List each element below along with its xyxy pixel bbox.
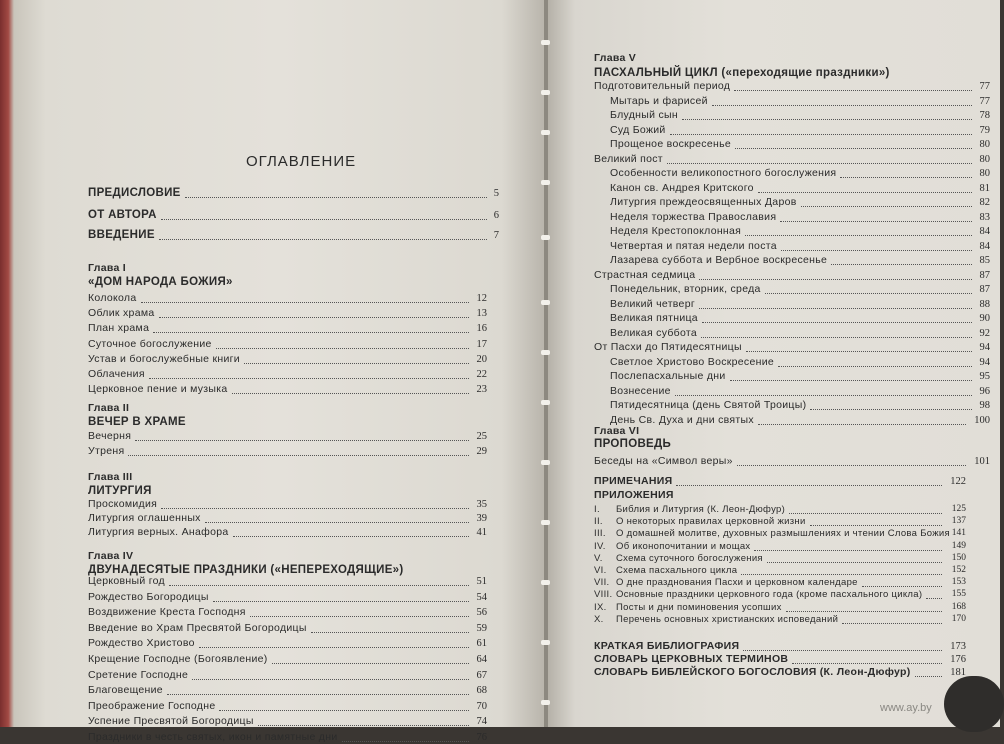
binding-stitch bbox=[541, 580, 550, 585]
dot-leader bbox=[786, 611, 942, 612]
appendix-number: I. bbox=[594, 504, 600, 515]
toc-entry-page-number: 67 bbox=[476, 669, 487, 681]
toc-entry-label: Проскомидия bbox=[88, 498, 158, 510]
dot-leader bbox=[141, 302, 469, 303]
binding-stitch bbox=[541, 640, 550, 645]
appendix-entry-label: Схема пасхального цикла bbox=[616, 565, 738, 576]
toc-entry-label: Особенности великопостного богослужения bbox=[610, 167, 837, 179]
binding-stitch bbox=[541, 40, 550, 45]
chapter-label: Глава II bbox=[88, 402, 130, 414]
toc-entry-page-number: 35 bbox=[476, 499, 487, 510]
appendix-number: II. bbox=[594, 516, 603, 528]
dot-leader bbox=[735, 148, 972, 149]
binding-stitch bbox=[541, 235, 550, 240]
dot-leader bbox=[159, 239, 487, 240]
dot-leader bbox=[149, 378, 469, 379]
dot-leader bbox=[216, 348, 469, 349]
toc-entry-label: Понедельник, вторник, среда bbox=[610, 283, 761, 295]
toc-entry-label: Неделя Крестопоклонная bbox=[610, 225, 742, 237]
appendix-entry-label: Схема суточного богослужения bbox=[616, 552, 763, 564]
toc-entry-page-number: 74 bbox=[476, 716, 487, 728]
front-matter-label: ПРЕДИСЛОВИЕ bbox=[88, 187, 181, 199]
back-matter-page-number: 181 bbox=[950, 667, 966, 678]
dot-leader bbox=[831, 264, 972, 265]
dot-leader bbox=[745, 235, 972, 236]
dot-leader bbox=[169, 585, 469, 586]
toc-entry-page-number: 82 bbox=[979, 197, 990, 208]
dot-leader bbox=[153, 332, 469, 333]
watermark-stamp bbox=[944, 676, 1004, 732]
toc-entry-label: Успение Пресвятой Богородицы bbox=[88, 715, 254, 728]
notes-page-number: 122 bbox=[950, 476, 966, 487]
book-cover-edge bbox=[0, 0, 14, 727]
dot-leader bbox=[842, 623, 942, 624]
toc-entry-label: Вечерня bbox=[88, 430, 132, 442]
dot-leader bbox=[670, 134, 972, 135]
dot-leader bbox=[233, 536, 469, 537]
toc-entry-label: Пятидесятница (день Святой Троицы) bbox=[610, 399, 807, 411]
binding-stitch bbox=[541, 400, 550, 405]
dot-leader bbox=[161, 508, 469, 509]
appendix-entry-page-number: 153 bbox=[951, 577, 966, 588]
toc-entry-page-number: 83 bbox=[979, 211, 990, 223]
binding-stitch bbox=[541, 300, 550, 305]
binding-stitch bbox=[541, 130, 550, 135]
toc-entry-label: Утреня bbox=[88, 445, 125, 457]
toc-entry-page-number: 101 bbox=[974, 456, 990, 467]
appendix-entry-page-number: 137 bbox=[951, 516, 966, 527]
toc-entry-page-number: 51 bbox=[476, 576, 487, 587]
back-matter-label: СЛОВАРЬ ЦЕРКОВНЫХ ТЕРМИНОВ bbox=[594, 653, 789, 665]
dot-leader bbox=[780, 221, 972, 222]
toc-entry-label: План храма bbox=[88, 322, 150, 335]
toc-entry-page-number: 41 bbox=[476, 527, 487, 539]
chapter-label: Глава III bbox=[88, 471, 133, 483]
toc-entry-label: Суд Божий bbox=[610, 123, 666, 136]
chapter-label: Глава IV bbox=[88, 550, 134, 562]
toc-entry-page-number: 20 bbox=[476, 353, 487, 365]
watermark-text: www.ay.by bbox=[880, 702, 932, 714]
toc-entry-page-number: 54 bbox=[476, 591, 487, 603]
left-page bbox=[14, 0, 544, 743]
dot-leader bbox=[789, 513, 942, 514]
toc-entry-label: Беседы на «Символ веры» bbox=[594, 455, 733, 467]
toc-entry-label: Рождество Христово bbox=[88, 637, 195, 650]
toc-entry-label: Четвертая и пятая недели поста bbox=[610, 239, 777, 252]
dot-leader bbox=[810, 409, 972, 410]
toc-entry-label: Воздвижение Креста Господня bbox=[88, 606, 246, 619]
toc-entry-label: Литургия оглашенных bbox=[88, 512, 201, 525]
dot-leader bbox=[159, 317, 469, 318]
appendix-entry-page-number: 168 bbox=[951, 601, 966, 612]
toc-entry-page-number: 56 bbox=[476, 607, 487, 619]
dot-leader bbox=[199, 647, 469, 648]
dot-leader bbox=[801, 206, 972, 207]
dot-leader bbox=[676, 485, 942, 486]
right-page bbox=[548, 0, 1000, 727]
toc-entry-label: Послепасхальные дни bbox=[610, 370, 726, 382]
appendix-entry-page-number: 155 bbox=[951, 589, 966, 600]
appendix-number: IX. bbox=[594, 601, 607, 613]
appendix-entry-page-number: 170 bbox=[951, 613, 966, 624]
toc-entry-label: Введение во Храм Пресвятой Богородицы bbox=[88, 621, 307, 634]
appendix-title: ПРИЛОЖЕНИЯ bbox=[594, 489, 674, 501]
toc-entry-label: Лазарева суббота и Вербное воскресенье bbox=[610, 254, 828, 266]
dot-leader bbox=[682, 119, 972, 120]
dot-leader bbox=[758, 424, 966, 425]
chapter-title: ЛИТУРГИЯ bbox=[88, 485, 152, 497]
toc-entry-page-number: 13 bbox=[476, 308, 487, 320]
dot-leader bbox=[702, 322, 972, 323]
binding-stitch bbox=[541, 90, 550, 95]
dot-leader bbox=[754, 550, 942, 551]
appendix-number: IV. bbox=[594, 540, 606, 552]
toc-entry-page-number: 68 bbox=[476, 685, 487, 697]
dot-leader bbox=[734, 90, 972, 91]
dot-leader bbox=[161, 219, 487, 220]
appendix-entry-page-number: 141 bbox=[951, 528, 966, 539]
toc-entry-page-number: 92 bbox=[979, 327, 990, 339]
appendix-entry-label: Основные праздники церковного года (кроме пасхального цикла) bbox=[616, 589, 923, 601]
front-matter-label: ОТ АВТОРА bbox=[88, 209, 157, 221]
appendix-number: VII. bbox=[594, 577, 610, 589]
toc-entry-label: От Пасхи до Пятидесятницы bbox=[594, 341, 742, 353]
toc-entry-label: Суточное богослужение bbox=[88, 337, 212, 350]
toc-entry-page-number: 95 bbox=[979, 371, 990, 382]
dot-leader bbox=[862, 586, 942, 587]
toc-entry-label: Великий четверг bbox=[610, 297, 695, 310]
toc-entry-label: Благовещение bbox=[88, 684, 163, 697]
toc-entry-label: Облик храма bbox=[88, 307, 155, 320]
dot-leader bbox=[699, 308, 972, 309]
toc-entry-page-number: 25 bbox=[476, 431, 487, 442]
appendix-entry-label: Библия и Литургия (К. Леон-Дюфур) bbox=[616, 504, 786, 515]
toc-entry-label: Литургия преждеосвященных Даров bbox=[610, 196, 797, 208]
chapter-title: ПРОПОВЕДЬ bbox=[594, 438, 672, 450]
appendix-entry-page-number: 150 bbox=[951, 552, 966, 563]
chapter-title: ПАСХАЛЬНЫЙ ЦИКЛ («переходящие праздники») bbox=[594, 67, 890, 79]
dot-leader bbox=[810, 525, 942, 526]
toc-entry-page-number: 84 bbox=[979, 226, 990, 237]
toc-entry-label: Страстная седмица bbox=[594, 268, 696, 281]
back-matter-label: КРАТКАЯ БИБЛИОГРАФИЯ bbox=[594, 640, 740, 652]
front-matter-page-number: 5 bbox=[493, 188, 499, 199]
toc-entry-label: Рождество Богородицы bbox=[88, 590, 209, 603]
appendix-entry-page-number: 152 bbox=[951, 565, 966, 575]
appendix-entry-label: О некоторых правилах церковной жизни bbox=[616, 516, 806, 528]
toc-entry-page-number: 12 bbox=[476, 293, 487, 304]
toc-entry-page-number: 87 bbox=[979, 284, 990, 295]
toc-entry-page-number: 79 bbox=[979, 124, 990, 136]
appendix-entry-label: Посты и дни поминовения усопших bbox=[616, 601, 782, 613]
dot-leader bbox=[244, 363, 469, 364]
dot-leader bbox=[767, 562, 942, 563]
toc-entry-label: Крещение Господне (Богоявление) bbox=[88, 653, 268, 665]
appendix-number: III. bbox=[594, 528, 606, 540]
front-matter-label: ВВЕДЕНИЕ bbox=[88, 229, 155, 241]
dot-leader bbox=[667, 163, 972, 164]
toc-entry-label: Великая суббота bbox=[610, 326, 698, 339]
toc-entry-page-number: 59 bbox=[476, 622, 487, 634]
toc-entry-page-number: 29 bbox=[476, 446, 487, 457]
toc-entry-page-number: 98 bbox=[979, 400, 990, 411]
toc-entry-page-number: 17 bbox=[476, 338, 487, 350]
back-matter-page-number: 173 bbox=[950, 641, 966, 652]
dot-leader bbox=[765, 293, 972, 294]
toc-entry-label: Преображение Господне bbox=[88, 699, 216, 712]
dot-leader bbox=[840, 177, 972, 178]
toc-entry-label: Прощеное воскресенье bbox=[610, 138, 732, 150]
toc-entry-label: Подготовительный период bbox=[594, 80, 731, 92]
dot-leader bbox=[712, 105, 972, 106]
contents-title: ОГЛАВЛЕНИЕ bbox=[246, 153, 357, 170]
dot-leader bbox=[743, 650, 942, 651]
toc-entry-page-number: 80 bbox=[979, 168, 990, 179]
back-matter-page-number: 176 bbox=[950, 654, 966, 665]
binding-stitch bbox=[541, 350, 550, 355]
toc-entry-label: Сретение Господне bbox=[88, 668, 189, 681]
appendix-entry-label: Об иконопочитании и мощах bbox=[616, 540, 751, 552]
toc-entry-page-number: 76 bbox=[476, 732, 487, 743]
toc-entry-page-number: 77 bbox=[979, 95, 990, 107]
dot-leader bbox=[699, 279, 972, 280]
toc-entry-page-number: 70 bbox=[476, 700, 487, 712]
dot-leader bbox=[915, 676, 942, 677]
dot-leader bbox=[167, 694, 469, 695]
dot-leader bbox=[232, 393, 469, 394]
toc-entry-page-number: 61 bbox=[476, 638, 487, 650]
back-matter-label: СЛОВАРЬ БИБЛЕЙСКОГО БОГОСЛОВИЯ (К. Леон-Дюфур) bbox=[594, 666, 911, 678]
toc-entry-page-number: 87 bbox=[979, 269, 990, 281]
appendix-number: VIII. bbox=[594, 589, 613, 601]
binding-stitch bbox=[541, 700, 550, 705]
dot-leader bbox=[219, 710, 469, 711]
dot-leader bbox=[792, 663, 942, 664]
binding-stitch bbox=[541, 520, 550, 525]
toc-entry-page-number: 85 bbox=[979, 255, 990, 266]
dot-leader bbox=[701, 337, 972, 338]
toc-entry-label: Церковное пение и музыка bbox=[88, 383, 228, 396]
dot-leader bbox=[185, 197, 487, 198]
dot-leader bbox=[781, 250, 972, 251]
appendix-number: V. bbox=[594, 552, 603, 564]
dot-leader bbox=[737, 465, 966, 466]
toc-entry-label: Облачения bbox=[88, 368, 145, 380]
dot-leader bbox=[128, 455, 469, 456]
toc-entry-page-number: 78 bbox=[979, 110, 990, 121]
toc-entry-label: Праздники в честь святых, икон и памятные дни bbox=[88, 731, 338, 743]
dot-leader bbox=[730, 380, 972, 381]
chapter-label: Глава VI bbox=[594, 425, 640, 437]
dot-leader bbox=[778, 366, 972, 367]
chapter-label: Глава V bbox=[594, 52, 637, 64]
dot-leader bbox=[926, 598, 942, 599]
chapter-title: «ДОМ НАРОДА БОЖИЯ» bbox=[88, 276, 233, 288]
toc-entry-label: Великая пятница bbox=[610, 312, 698, 324]
toc-entry-label: Великий пост bbox=[594, 152, 663, 165]
toc-entry-page-number: 80 bbox=[979, 139, 990, 150]
chapter-title: ДВУНАДЕСЯТЫЕ ПРАЗДНИКИ («НЕПЕРЕХОДЯЩИЕ») bbox=[88, 564, 404, 576]
toc-entry-page-number: 94 bbox=[979, 342, 990, 353]
toc-entry-label: Блудный сын bbox=[610, 109, 678, 121]
toc-entry-page-number: 16 bbox=[476, 323, 487, 335]
toc-entry-page-number: 22 bbox=[476, 369, 487, 380]
dot-leader bbox=[192, 679, 469, 680]
notes-label: ПРИМЕЧАНИЯ bbox=[594, 475, 673, 487]
toc-entry-label: Вознесение bbox=[610, 384, 671, 397]
toc-entry-label: Светлое Христово Воскресение bbox=[610, 355, 775, 368]
dot-leader bbox=[250, 616, 469, 617]
dot-leader bbox=[135, 440, 469, 441]
toc-entry-page-number: 84 bbox=[979, 240, 990, 252]
toc-entry-page-number: 23 bbox=[476, 384, 487, 396]
toc-entry-page-number: 94 bbox=[979, 356, 990, 368]
toc-entry-label: Литургия верных. Анафора bbox=[88, 526, 229, 539]
dot-leader bbox=[741, 574, 942, 575]
dot-leader bbox=[311, 632, 469, 633]
toc-entry-page-number: 88 bbox=[979, 298, 990, 310]
appendix-number: VI. bbox=[594, 565, 607, 576]
toc-entry-label: Колокола bbox=[88, 292, 137, 304]
chapter-title: ВЕЧЕР В ХРАМЕ bbox=[88, 416, 186, 428]
dot-leader bbox=[213, 601, 469, 602]
toc-entry-page-number: 100 bbox=[974, 414, 990, 426]
dot-leader bbox=[342, 741, 469, 742]
dot-leader bbox=[746, 351, 972, 352]
dot-leader bbox=[758, 192, 972, 193]
toc-entry-label: День Св. Духа и дни святых bbox=[610, 413, 754, 426]
toc-entry-label: Мытарь и фарисей bbox=[610, 94, 708, 107]
toc-entry-page-number: 77 bbox=[979, 81, 990, 92]
toc-entry-page-number: 81 bbox=[979, 182, 990, 194]
dot-leader bbox=[675, 395, 972, 396]
toc-entry-label: Неделя торжества Православия bbox=[610, 210, 777, 223]
binding-stitch bbox=[541, 180, 550, 185]
dot-leader bbox=[272, 663, 469, 664]
front-matter-page-number: 7 bbox=[493, 230, 499, 241]
appendix-entry-page-number: 125 bbox=[951, 504, 966, 514]
chapter-label: Глава I bbox=[88, 262, 127, 274]
appendix-entry-label: О дне празднования Пасхи и церковном календаре bbox=[616, 577, 858, 589]
toc-entry-page-number: 96 bbox=[979, 385, 990, 397]
appendix-entry-page-number: 149 bbox=[951, 540, 966, 551]
toc-entry-page-number: 90 bbox=[979, 313, 990, 324]
toc-entry-label: Устав и богослужебные книги bbox=[88, 352, 240, 365]
front-matter-page-number: 6 bbox=[493, 210, 499, 221]
toc-entry-page-number: 39 bbox=[476, 513, 487, 525]
toc-entry-page-number: 80 bbox=[979, 153, 990, 165]
appendix-entry-label: О домашней молитве, духовных размышлениях и чтении Слова Божия bbox=[616, 528, 950, 540]
toc-entry-label: Канон св. Андрея Критского bbox=[610, 181, 754, 194]
dot-leader bbox=[258, 725, 469, 726]
appendix-number: X. bbox=[594, 613, 604, 625]
dot-leader bbox=[205, 522, 469, 523]
binding-stitch bbox=[541, 460, 550, 465]
toc-entry-label: Церковный год bbox=[88, 575, 165, 587]
appendix-entry-label: Перечень основных христианских исповеданий bbox=[616, 613, 839, 625]
toc-entry-page-number: 64 bbox=[476, 654, 487, 665]
